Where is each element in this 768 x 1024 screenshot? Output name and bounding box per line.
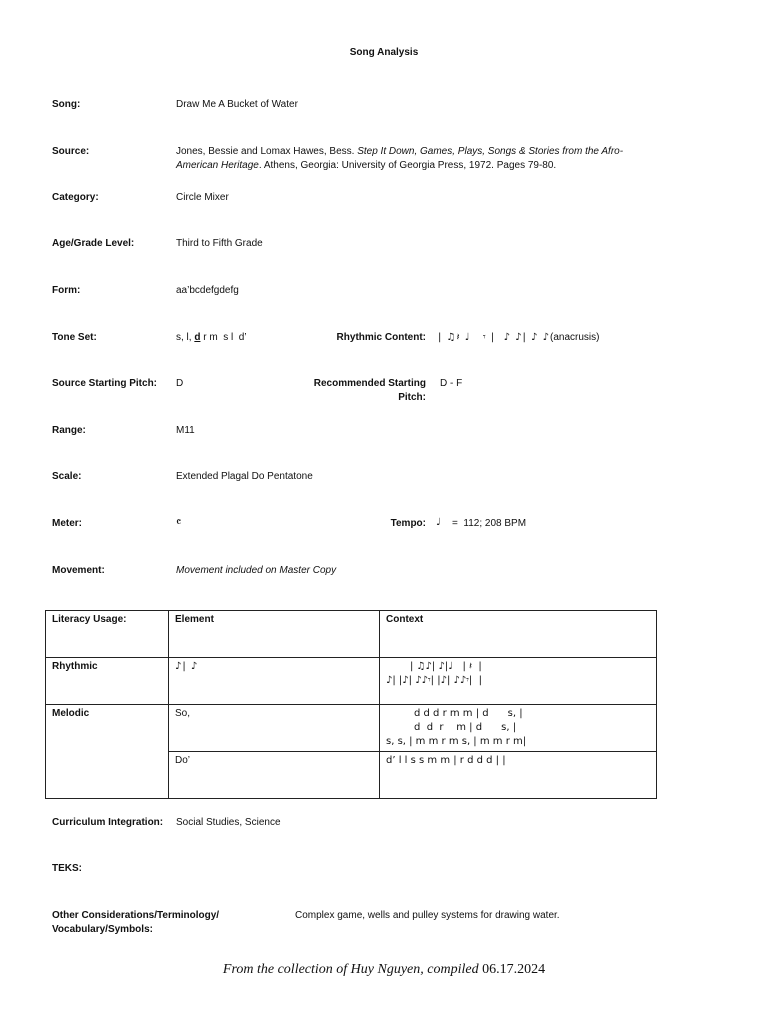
melodic-so-line-3: s, s, | m m r m s, | m m r m|: [386, 736, 527, 747]
rhythmic-context-line-2: ♪| |♪| ♪♪𝄾| |♪| ♪♪𝄾| |: [386, 675, 483, 686]
melodic-label: Melodic: [46, 705, 169, 799]
rhythmic-row: [46, 658, 657, 705]
rhythmic-context-line-1: | ♫♪| ♪|♩ | 𝄽 |: [410, 661, 482, 672]
footer-date: 06.17.2024: [482, 962, 546, 977]
footer-collection-credit: [0, 961, 768, 979]
tone-set-pre: s, l,: [176, 332, 195, 343]
rhythmic-content-glyphs: | ♫𝄽 ♩ 𝄾 | ♪ ♪| ♪ ♪: [438, 332, 551, 343]
tone-set-value: [176, 331, 247, 345]
tone-set-do-underlined: d: [194, 332, 201, 343]
source-suffix: . Athens, Georgia: University of Georgia Press, 1972. Pages 79-80.: [258, 160, 557, 171]
melodic-so-context: [380, 705, 657, 752]
melodic-so-line-2: d d r m | d s, |: [414, 722, 517, 733]
source-prefix: Jones, Bessie and Lomax Hawes, Bess.: [176, 146, 358, 157]
literacy-header-row: [46, 611, 657, 658]
melodic-so-row: [46, 705, 657, 752]
age-grade-value: Third to Fifth Grade: [176, 238, 263, 249]
rhythmic-label: Rhythmic: [46, 658, 169, 705]
recommended-pitch-value: D - F: [440, 378, 463, 389]
category-value: Circle Mixer: [176, 192, 229, 203]
form-value: aa’bcdefgdefg: [176, 285, 239, 296]
movement-label: Movement:: [52, 565, 105, 576]
source-starting-pitch-value: D: [176, 378, 184, 389]
other-considerations-label-line-2: Vocabulary/Symbols:: [52, 924, 153, 935]
page-title: Song Analysis: [349, 47, 419, 58]
rhythmic-content-label: Rhythmic Content:: [336, 332, 426, 343]
rhythmic-context: [380, 658, 657, 705]
melodic-so-line-1: d d d r m m | d s, |: [414, 708, 523, 719]
header-context: Context: [380, 611, 657, 658]
meter-time-signature: 𝄴: [176, 515, 183, 529]
category-label: Category:: [52, 192, 99, 203]
rhythmic-element: ♪| ♪: [169, 658, 380, 705]
melodic-do-context: [380, 752, 657, 799]
tone-set-label: Tone Set:: [52, 332, 97, 343]
footer-credit-text: From the collection of Huy Nguyen, compiled: [222, 962, 483, 977]
source-starting-pitch-label: Source Starting Pitch:: [52, 378, 158, 389]
source-line-2: [176, 159, 556, 173]
literacy-table: [45, 610, 657, 799]
age-grade-label: Age/Grade Level:: [52, 238, 135, 249]
source-title-line-2: American Heritage: [176, 160, 259, 171]
movement-value: Movement included on Master Copy: [176, 565, 337, 576]
rhythmic-content-note: (anacrusis): [550, 332, 600, 343]
header-literacy-usage: Literacy Usage:: [46, 611, 169, 658]
quarter-note-icon: ♩: [436, 517, 442, 528]
tempo-value: = 112; 208 BPM: [452, 518, 527, 529]
melodic-do-element: Do’: [169, 752, 380, 799]
other-considerations-value: Complex game, wells and pulley systems for drawing water.: [295, 910, 560, 921]
range-label: Range:: [52, 425, 86, 436]
song-value: Draw Me A Bucket of Water: [176, 99, 298, 110]
other-considerations-label-line-1: Other Considerations/Terminology/: [52, 910, 220, 921]
meter-label: Meter:: [52, 518, 83, 529]
song-label: Song:: [52, 99, 81, 110]
melodic-so-element: So,: [169, 705, 380, 752]
teks-label: TEKS:: [52, 863, 82, 874]
tone-set-post: r m s l d’: [200, 332, 247, 343]
header-element: Element: [169, 611, 380, 658]
scale-value: Extended Plagal Do Pentatone: [176, 471, 313, 482]
tempo-label: Tempo:: [390, 518, 426, 529]
source-title-line-1: Step It Down, Games, Plays, Songs & Stories from the Afro-: [357, 146, 624, 157]
curriculum-integration-value: Social Studies, Science: [176, 817, 281, 828]
source-line-1: [176, 145, 623, 159]
source-label: Source:: [52, 146, 90, 157]
scale-label: Scale:: [52, 471, 82, 482]
recommended-pitch-label-line-2: Pitch:: [398, 392, 426, 403]
melodic-do-line-1: d’ l l s s m m | r d d d | |: [386, 755, 506, 766]
curriculum-integration-label: Curriculum Integration:: [52, 817, 164, 828]
recommended-pitch-label-line-1: Recommended Starting: [313, 378, 426, 389]
rhythmic-content-value: [438, 331, 599, 345]
form-label: Form:: [52, 285, 81, 296]
range-value: M11: [176, 425, 195, 436]
